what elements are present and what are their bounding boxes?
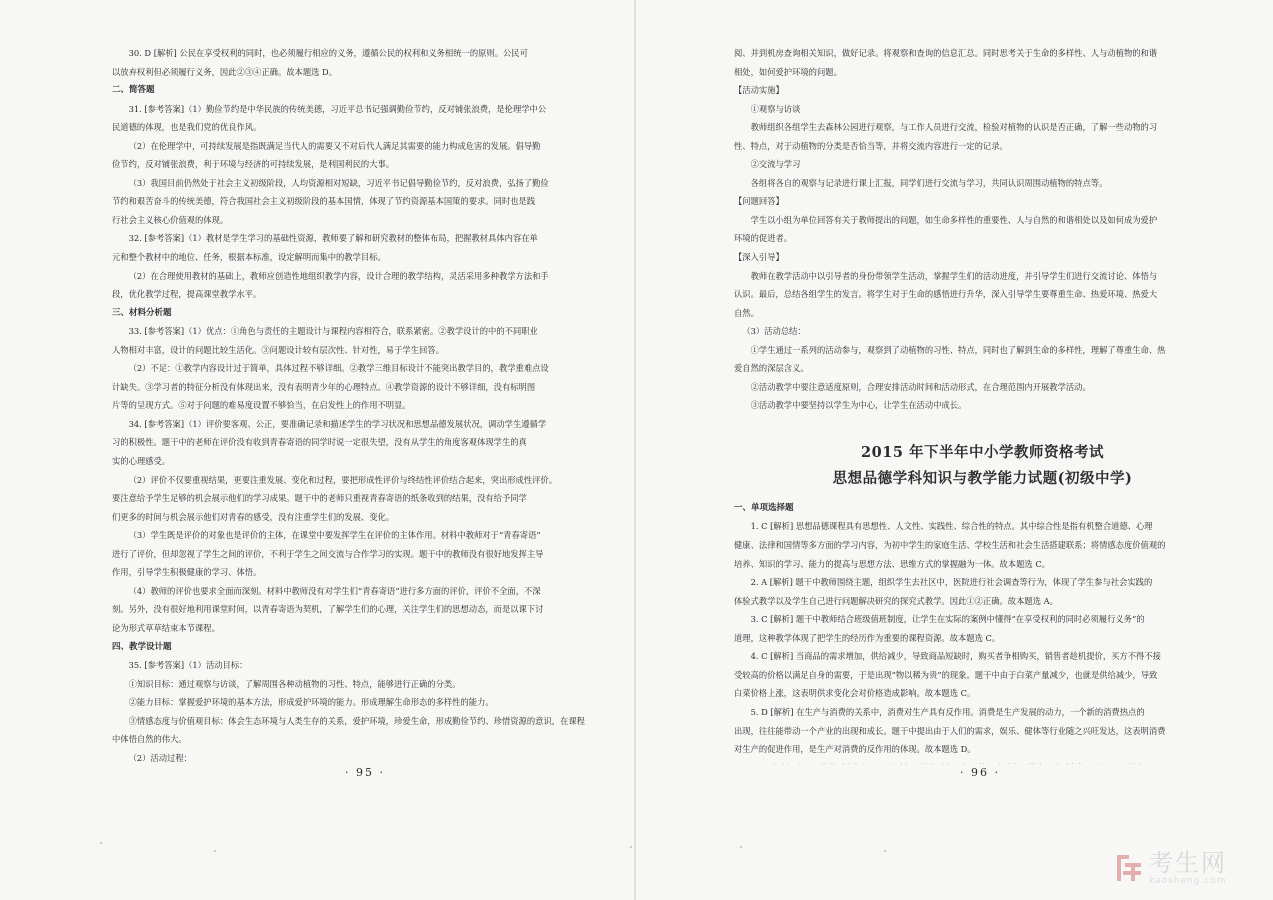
text-line: 以放弃权利但必须履行义务，因此②③④正确。故本题选 D。: [112, 66, 338, 77]
section-heading: 一、单项选择题: [734, 502, 794, 513]
text-line: 进行了评价，但却忽视了学生之间的评价，不利于学生之间交流与合作学习的实现。题干中的教师没有很好地发挥主导: [112, 548, 544, 559]
text-line: 元和整个教材中的地位、任务，根据本标准，设定解明而集中的教学目标。: [112, 252, 386, 263]
text-line: 节约和艰苦奋斗的传统美德，符合我国社会主义初级阶段的基本国情，体现了节约资源基本国策的要求。同时也是践: [112, 196, 536, 207]
page-number-left: · 95 ·: [345, 766, 385, 779]
text-line: 们更多的时间与机会展示他们对青春的感受，没有注重学生们的发展、变化。: [112, 511, 395, 522]
text-line: [734, 759, 1231, 764]
text-line: 性、特点，对于动植物的分类是否恰当等，并将交流内容进行一定的记录。: [734, 140, 1008, 151]
text-line: ①观察与访谈: [750, 103, 801, 114]
text-line: 出现，往往能带动一个产业的出现和成长。题干中提出由于人们的需求，娱乐、健体等行业随之兴旺发达，这表明消费: [734, 725, 1166, 736]
right-page-answer-key: [734, 499, 1231, 764]
text-line: 各组将各自的观察与记录进行课上汇报，同学们进行交流与学习，共同认识周围动植物的特点等。: [750, 177, 1108, 188]
text-line: 1. C [解析] 思想品德课程具有思想性、人文性、实践性、综合性的特点。其中综合性是指有机整合道德、心理: [750, 521, 1153, 532]
left-page-text: [112, 44, 602, 764]
exam-title-line2: 思想品德学科知识与教学能力试题(初级中学): [832, 469, 1133, 487]
text-line: 35. [参考答案]（1）活动目标：: [128, 660, 248, 671]
text-line: ②交流与学习: [750, 159, 801, 170]
text-line: 论为形式草草结束本节课程。: [112, 622, 220, 633]
text-line: （4）教师的评价也要求全面而深刻。材料中教师没有对学生们“青春寄语”进行多方面的评价，评价不全面，不深: [128, 585, 541, 596]
text-line: ①学生通过一系列的活动参与，观察到了动植物的习性、特点，同时也了解到生命的多样性，理解了尊重生命、热: [750, 344, 1166, 355]
text-line: 5. D [解析] 在生产与消费的关系中，消费对生产具有反作用。消费是生产发展的动力，一个新的消费热点的: [750, 706, 1145, 717]
text-line: 段，优化教学过程，提高课堂教学水平。: [112, 289, 262, 300]
section-heading: 四、教学设计题: [112, 641, 172, 652]
text-line: 33. [参考答案]（1）优点：①角色与责任的主题设计与课程内容相符合，联系紧密。②教学设计的中的不同职业: [128, 326, 538, 337]
text-line: 认识。最后，总结各组学生的发言。将学生对于生命的感悟进行升华，深入引导学生要尊重生命、热爱环境、热爱大: [734, 289, 1158, 300]
text-line: 民道德的体现，也是我们党的优良作风。: [112, 122, 262, 133]
text-line: 要注意给予学生足够的机会展示他们的学习成果。题干中的老师只重视青春寄语的纸条收到的结果，没有给予同学: [112, 493, 527, 504]
text-line: 相处，如何爱护环境的问题。: [734, 66, 842, 77]
text-line: 白菜价格上涨，这表明供求变化会对价格造成影响。故本题选 C。: [734, 688, 976, 699]
text-line: 片等的呈现方式。⑤对于问题的难易度设置不够恰当，在启发性上的作用不明显。: [112, 400, 411, 411]
page-number-right: · 96 ·: [960, 766, 1000, 779]
right-page: [636, 0, 1273, 900]
text-line: 健康、法律和国情等多方面的学习内容，为初中学生的家庭生活、学校生活和社会生活搭建联系；将情感态度价值观的: [734, 540, 1166, 551]
site-watermark: [1117, 848, 1247, 888]
text-line: （2）在合理使用教材的基础上，教师应创造性地组织教学内容，设计合理的教学结构，灵活采用多种教学方法和手: [128, 270, 549, 281]
text-line: （3）我国目前仍然处于社会主义初级阶段，人均资源相对短缺，习近平书记倡导勤俭节约，反对浪费，弘扬了勤俭: [128, 177, 549, 188]
text-line: （3）学生既是评价的对象也是评价的主体，在课堂中要发挥学生在评价的主体作用。材料中教师对于“青春寄语”: [128, 530, 541, 541]
text-line: 34. [参考答案]（1）评价要客观、公正，要准确记录和描述学生的学习状况和思想品德发展状况，调动学生遵循学: [128, 418, 547, 429]
text-line: 爱自然的深层含义。: [734, 363, 809, 374]
text-line: 自然。: [734, 307, 759, 318]
text-line: 教师在教学活动中以引导者的身份带领学生活动，掌握学生们的活动进度，并引导学生们进行交流讨论、体悟与: [750, 270, 1158, 281]
text-line: （2）评价不仅要重视结果，更要注重发展、变化和过程，要把形成性评价与终结性评价结合起来，突出形成性评价。: [128, 474, 558, 485]
text-line: ②能力目标：掌握爱护环境的基本方法，形成爱护环境的能力。形成理解生命形态的多样性的能力。: [128, 697, 494, 708]
text-line: ③情感态度与价值观目标：体会生态环境与人类生存的关系，爱护环境，珍爱生命，形成勤俭节约、珍惜资源的意识，在课程: [128, 715, 585, 726]
text-line: 俭节约，反对铺张浪费，利于环境与经济的可持续发展，是利国利民的大事。: [112, 159, 395, 170]
right-page-text: [734, 44, 1231, 764]
text-line: 受较高的价格以满足自身的需要，于是出现“物以稀为贵”的现象。题干中由于白菜产量减少，也就是供给减少，导致: [734, 669, 1158, 680]
text-line: 计缺失。③学习者的特征分析没有体现出来，没有表明青少年的心理特点。④教学资源的设计不够详细，没有标明图: [112, 381, 536, 392]
text-line: 30. D [解析] 公民在享受权利的同时，也必须履行相应的义务，遵循公民的权利和义务相统一的原则。公民可: [128, 48, 528, 58]
text-line: 教师组织各组学生去森林公园进行观察，与工作人员进行交流，检验对植物的认识是否正确，了解一些动物的习: [750, 122, 1158, 133]
text-line: 道理，这种教学体现了把学生的经历作为重要的课程资源。故本题选 C。: [734, 632, 1001, 643]
text-line: ①知识目标：通过观察与访谈，了解周围各种动植物的习性、特点，能够进行正确的分类。: [128, 678, 461, 689]
text-line: （2）活动过程：: [128, 752, 192, 763]
text-line: 【问题回答】: [734, 196, 784, 207]
text-line: 习的积极性。题干中的老师在评价没有收到青春寄语的同学时说一定很失望，没有从学生的角度客观体现学生的真: [112, 437, 527, 448]
text-line: 环境的促进者。: [734, 233, 793, 244]
text-line: 2. A [解析] 题干中教师围绕主题，组织学生去社区中，医院进行社会调查等行为，体现了学生参与社会实践的: [750, 577, 1153, 588]
text-line: （2）在伦理学中，可持续发展是指既满足当代人的需要又不对后代人满足其需要的能力构成危害的发展。倡导勤: [128, 140, 541, 151]
text-line: 中体悟自然的伟大。: [112, 734, 187, 745]
text-line: 32. [参考答案]（1）教材是学生学习的基础性资源，教师要了解和研究教材的整体布局，把握教材具体内容在单: [128, 233, 538, 244]
text-line: 【深入引导】: [734, 252, 784, 263]
text-line: 阅、并到机房查询相关知识，做好记录。将观察和查询的信息汇总。同时思考关于生命的多样性、人与动植物的和谐: [734, 48, 1158, 58]
text-line: （3）活动总结：: [742, 326, 806, 337]
text-line: 【活动实施】: [734, 85, 784, 96]
text-line: 4. C [解析] 当商品的需求增加，供给减少，导致商品短缺时，购买者争相购买，销售者趁机提价，买方不得不接: [750, 651, 1161, 662]
exam-title-line1: 2015 年下半年中小学教师资格考试: [861, 443, 1104, 461]
text-line: ②活动教学中要注意适度原则，合理安排活动时间和活动形式，在合理范围内开展教学活动。: [750, 381, 1091, 392]
text-line: 行社会主义核心价值观的体现。: [112, 214, 229, 225]
right-page-continued-answers: [734, 44, 1231, 415]
text-line: ③活动教学中要坚持以学生为中心，让学生在活动中成长。: [750, 400, 967, 411]
text-line: 31. [参考答案]（1）勤俭节约是中华民族的传统美德，习近平总书记强调勤俭节约，反对铺张浪费，是伦理学中公: [128, 103, 547, 114]
text-line: 体验式教学以及学生自己进行问题解决研究的探究式教学。因此①②正确。故本题选 A。: [734, 595, 1058, 606]
text-line: 培养、知识的学习、能力的提高与思想方法、思维方式的掌握融为一体。故本题选 C。: [734, 558, 1050, 569]
watermark-logo-icon: [1117, 855, 1141, 881]
text-line: 对生产的促进作用，是生产对消费的反作用的体现。故本题选 D。: [734, 744, 976, 755]
text-line: 3. C [解析] 题干中教师结合班级值班制度，让学生在实际的案例中懂得“在享受权利的同时必须履行义务”的: [750, 614, 1145, 625]
section-heading: 二、简答题: [112, 85, 155, 96]
watermark-site-domain: kaosheng.com: [1149, 876, 1227, 886]
watermark-site-name: 考生网: [1149, 849, 1227, 877]
section-heading: 三、材料分析题: [112, 307, 172, 318]
text-line: 学生以小组为单位回答有关于教师提出的问题，如生命多样性的重要性、人与自然的和谐相处以及如何成为爱护: [750, 214, 1158, 225]
text-line: 作用，引导学生积极健康的学习、体悟。: [112, 567, 262, 578]
left-page: [0, 0, 636, 900]
text-line: 人物相对丰富，设计的问题比较生活化。③问题设计较有层次性、针对性，易于学生回答。: [112, 344, 444, 355]
text-line: （2）不足：①教学内容设计过于简单，具体过程不够详细。②教学三维目标设计不能突出教学目的，教学重难点设: [128, 363, 549, 374]
text-line: 刻。另外，没有很好地利用课堂时间，以青春寄语为契机，了解学生们的心理，关注学生们的思想动态，而是以课下讨: [112, 604, 544, 615]
text-line: 实的心理感受。: [112, 456, 171, 467]
